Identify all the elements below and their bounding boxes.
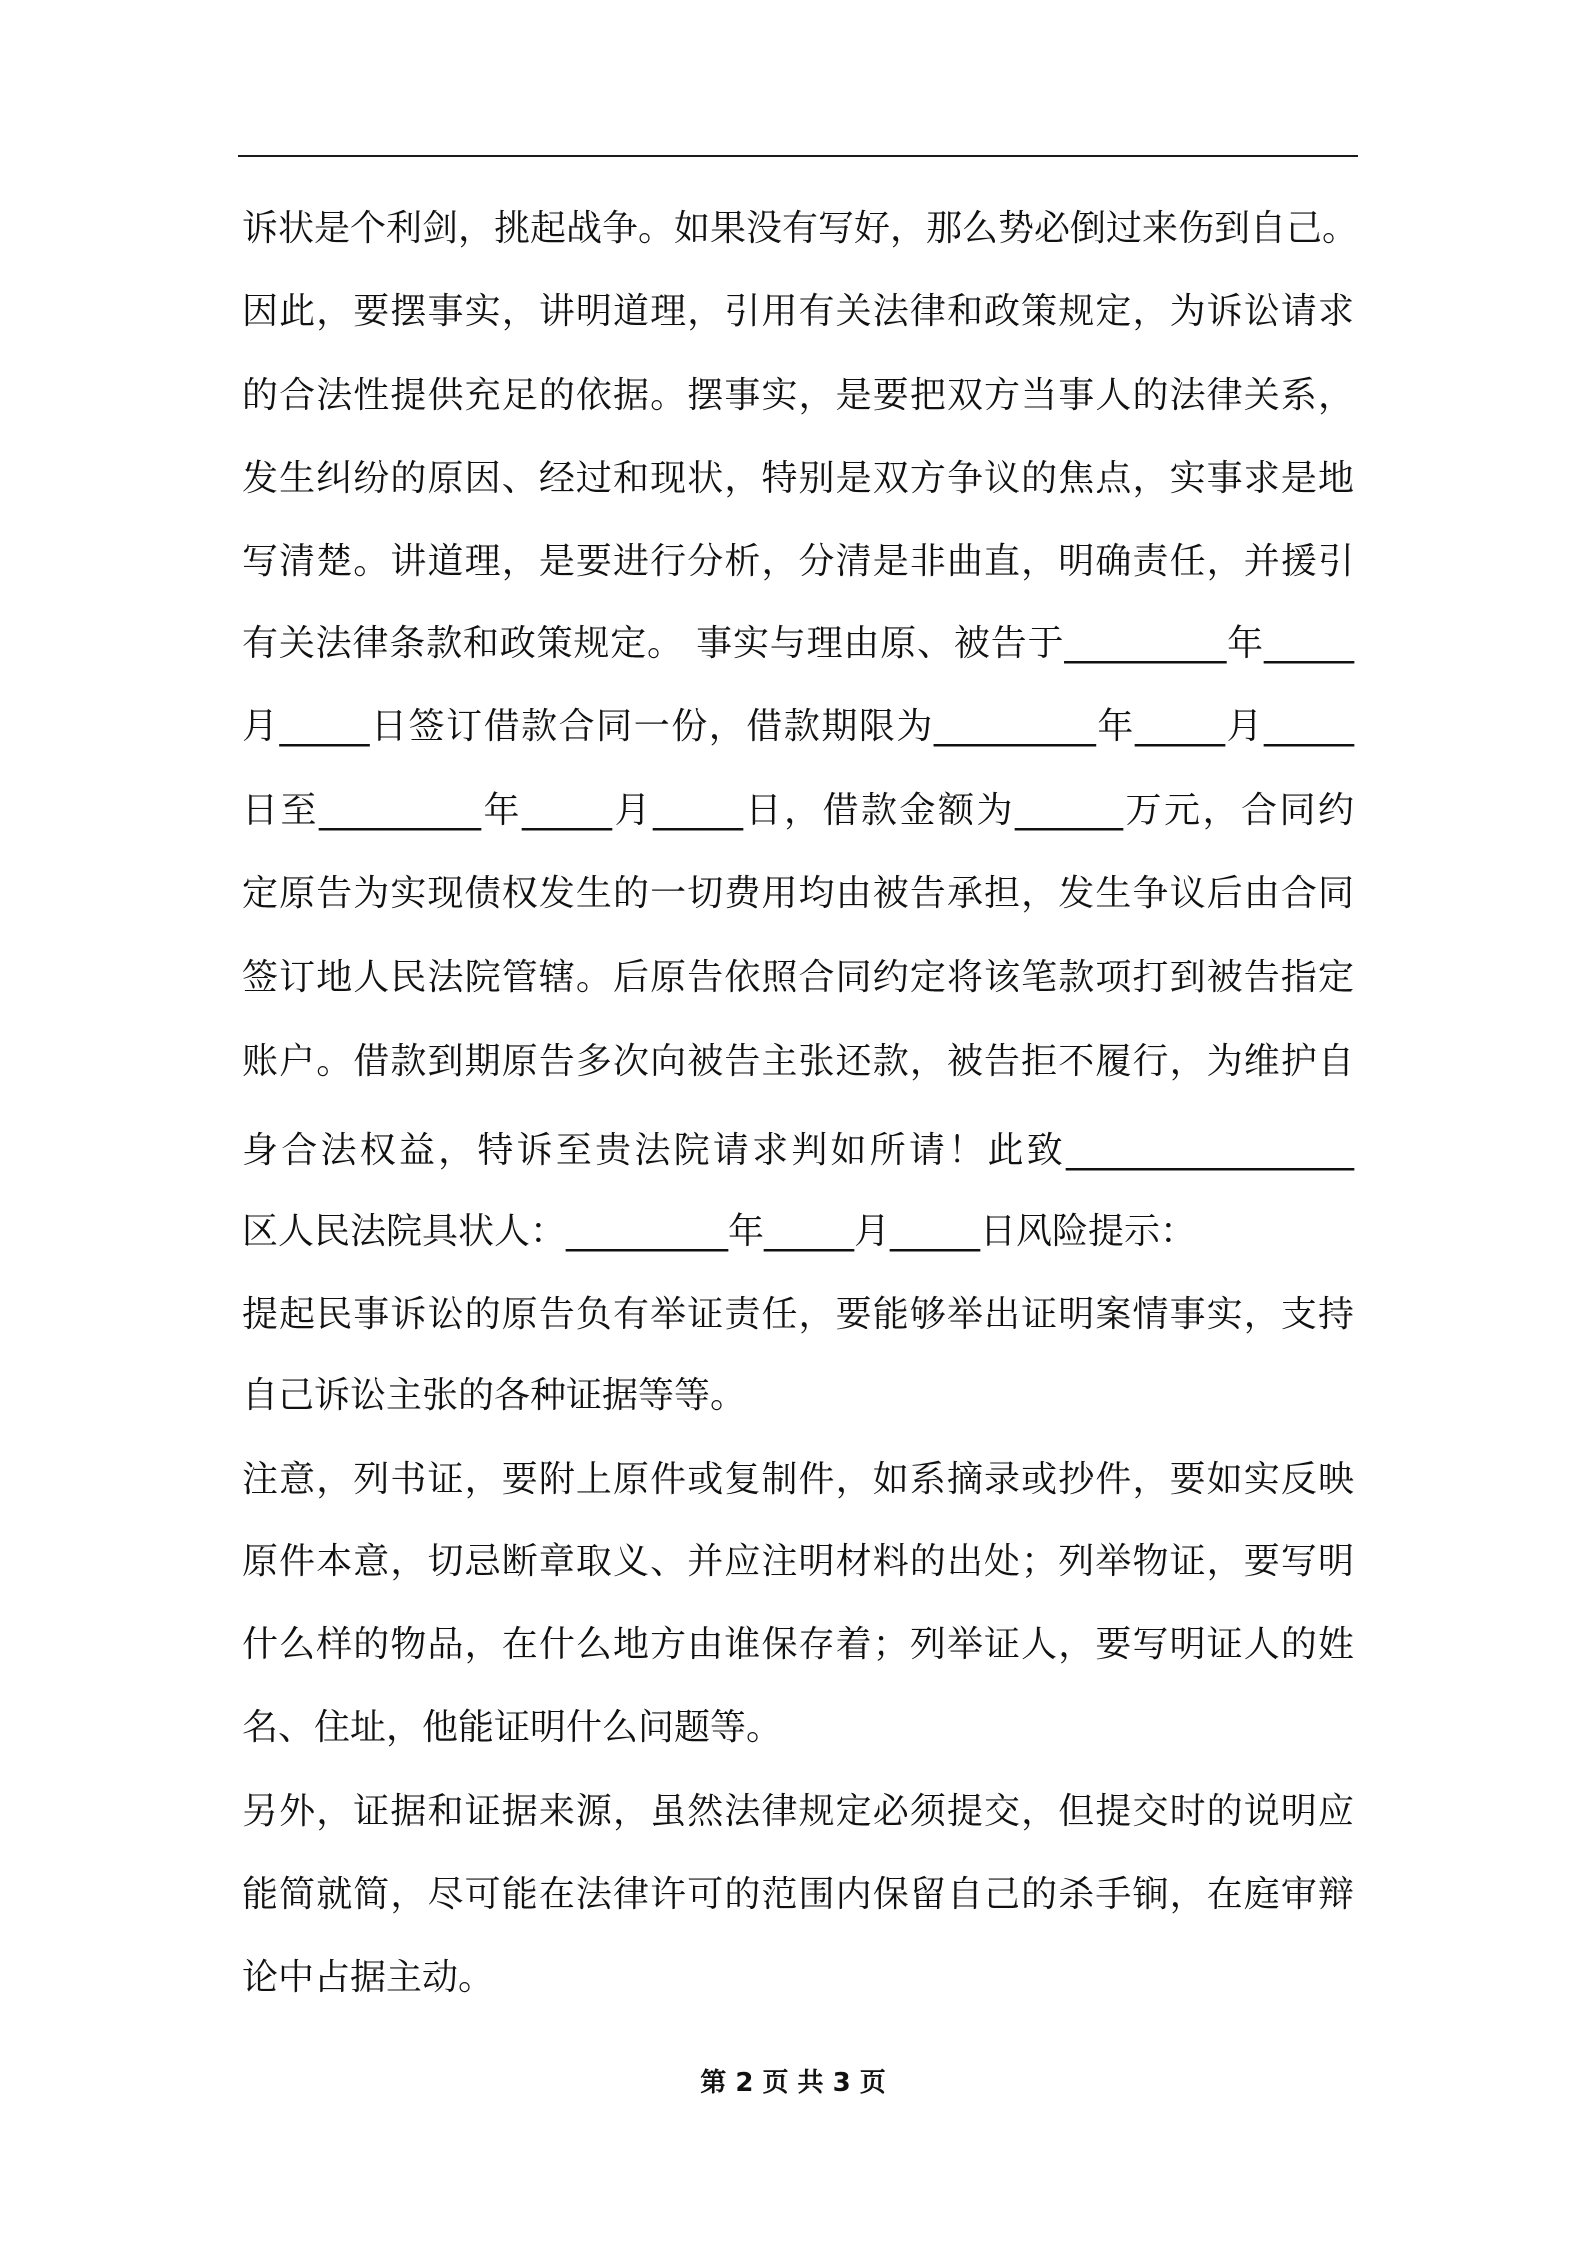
text-line: 有关法律条款和政策规定。 事实与理由原、被告于_________年_____ bbox=[242, 623, 1354, 664]
text-line: 身合法权益，特诉至贵法院请求判如所请！此致________________ bbox=[242, 1130, 1354, 1171]
text-line: 账户。借款到期原告多次向被告主张还款，被告拒不履行，为维护自 bbox=[242, 1041, 1354, 1082]
text-line: 能简就简，尽可能在法律许可的范围内保留自己的杀手锏，在庭审辩 bbox=[242, 1874, 1354, 1915]
text-line: 原件本意，切忌断章取义、并应注明材料的出处；列举物证，要写明 bbox=[242, 1541, 1354, 1582]
text-line: 写清楚。讲道理，是要进行分析，分清是非曲直，明确责任，并援引 bbox=[242, 541, 1354, 582]
text-line: 论中占据主动。 bbox=[242, 1957, 495, 1998]
text-line: 的合法性提供充足的依据。摆事实，是要把双方当事人的法律关系， bbox=[242, 375, 1354, 416]
text-line: 定原告为实现债权发生的一切费用均由被告承担，发生争议后由合同 bbox=[242, 873, 1354, 914]
text-line: 日至_________年_____月_____日，借款金额为______万元，合同约 bbox=[242, 790, 1354, 831]
text-line: 自己诉讼主张的各种证据等等。 bbox=[242, 1375, 747, 1416]
text-line: 发生纠纷的原因、经过和现状，特别是双方争议的焦点，实事求是地 bbox=[242, 458, 1354, 499]
text-line: 另外，证据和证据来源，虽然法律规定必须提交，但提交时的说明应 bbox=[242, 1791, 1354, 1832]
text-line: 提起民事诉讼的原告负有举证责任，要能够举出证明案情事实，支持 bbox=[242, 1294, 1354, 1335]
header-rule bbox=[238, 155, 1358, 157]
text-line: 诉状是个利剑，挑起战争。如果没有写好，那么势必倒过来伤到自己。 bbox=[242, 208, 1359, 249]
text-line: 注意，列书证，要附上原件或复制件，如系摘录或抄件，要如实反映 bbox=[242, 1459, 1354, 1500]
text-line: 月_____日签订借款合同一份，借款期限为_________年_____月_____ bbox=[242, 706, 1354, 747]
text-line: 区人民法院具状人：_________年_____月_____日风险提示： bbox=[242, 1211, 1197, 1252]
text-line: 名、住址，他能证明什么问题等。 bbox=[242, 1707, 783, 1748]
text-line: 签订地人民法院管辖。后原告依照合同约定将该笔款项打到被告指定 bbox=[242, 957, 1354, 998]
text-line: 因此，要摆事实，讲明道理，引用有关法律和政策规定，为诉讼请求 bbox=[242, 291, 1354, 332]
text-line: 什么样的物品，在什么地方由谁保存着；列举证人，要写明证人的姓 bbox=[242, 1624, 1354, 1665]
page-number: 第 2 页 共 3 页 bbox=[700, 2068, 886, 2098]
